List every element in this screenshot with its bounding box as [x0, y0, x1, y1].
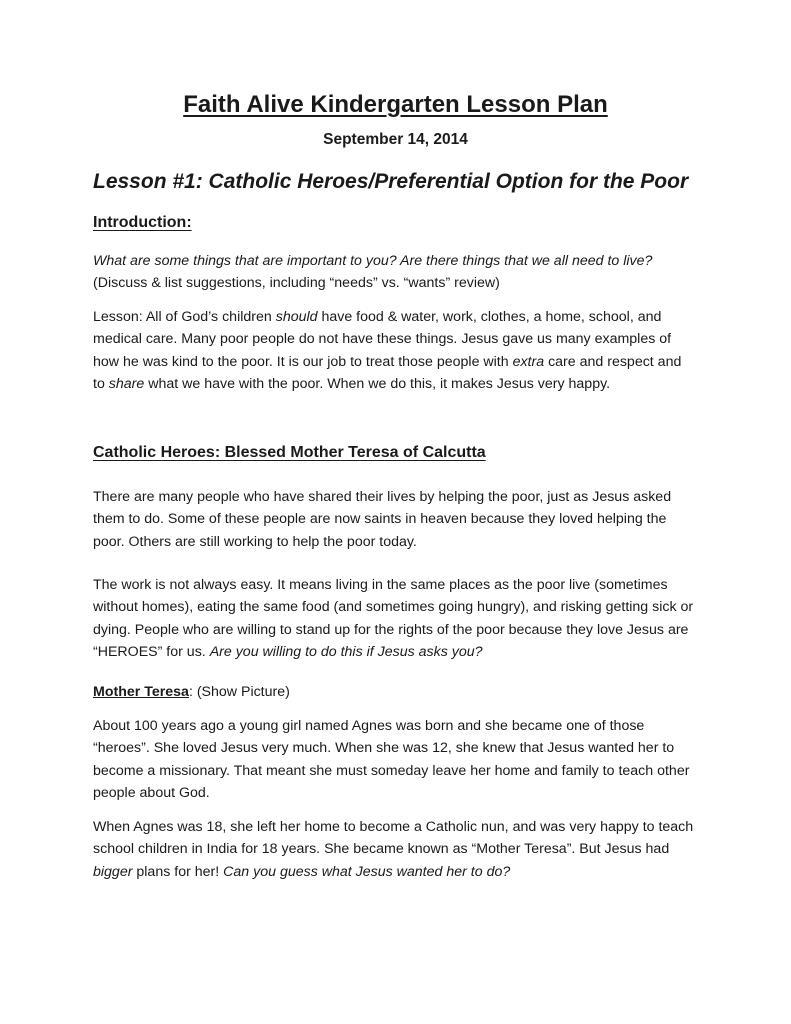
heroes-paragraph-3: [93, 715, 705, 805]
lesson-emphasis: extra: [512, 353, 545, 370]
heroes-p1-line-2: them to do. Some of these people are now saints in heaven because they loved helping the: [93, 511, 667, 528]
heroes-p4-line-2: school children in India for 18 years. She became known as “Mother Teresa”. But Jesus had: [93, 841, 670, 858]
mother-teresa-subheading: [93, 681, 705, 703]
lesson-text: Lesson: All of God’s children: [93, 309, 276, 325]
heroes-question: Can you guess what Jesus wanted her to do?: [223, 863, 511, 880]
heroes-p2-line-4: [93, 641, 705, 663]
lesson-line-1: [93, 306, 705, 328]
introduction-question-paragraph: [93, 250, 705, 295]
heroes-p2-line-2: without homes), eating the same food (and sometimes going hungry), and risking getting sick or: [93, 599, 694, 616]
lesson-line-2: medical care. Many poor people do not have these things. Jesus gave us many examples of: [93, 331, 672, 348]
heroes-p4-line-1: When Agnes was 18, she left her home to become a Catholic nun, and was very happy to teach: [93, 819, 694, 835]
lesson-line-4: [93, 373, 705, 395]
mother-teresa-label: Mother Teresa: [93, 684, 189, 700]
introduction-question: What are some things that are important to you? Are there things that we all need to live?: [93, 253, 653, 269]
introduction-discussion: (Discuss & list suggestions, including “needs” vs. “wants” review): [93, 275, 500, 292]
document-date: September 14, 2014: [323, 131, 468, 148]
heroes-emphasis: bigger: [93, 863, 133, 880]
heroes-paragraph-2: [93, 574, 705, 664]
lesson-paragraph: [93, 306, 705, 396]
lesson-emphasis: should: [275, 309, 318, 325]
lesson-text: to: [93, 376, 109, 393]
heroes-paragraph-4: [93, 816, 705, 883]
heroes-p3-line-3: become a missionary. That meant she must someday leave her home and family to teach other: [93, 762, 690, 779]
lesson-text: care and respect and: [544, 353, 682, 370]
heroes-text: “HEROES” for us.: [93, 644, 210, 661]
mother-teresa-note: : (Show Picture): [188, 684, 290, 700]
heroes-p3-line-2: “heroes”. She loved Jesus very much. When she was 12, she knew that Jesus wanted her to: [93, 740, 675, 757]
heroes-p4-line-3: [93, 861, 705, 883]
lesson-text: how he was kind to the poor. It is our job to treat those people with: [93, 353, 513, 370]
heroes-p2-line-3: dying. People who are willing to stand up for the rights of the poor because they love Jesus are: [93, 621, 689, 638]
heroes-p2-line-1: The work is not always easy. It means living in the same places as the poor live (sometimes: [93, 577, 668, 593]
heroes-p3-line-1: About 100 years ago a young girl named Agnes was born and she became one of those: [93, 718, 645, 734]
lesson-line-3: [93, 351, 705, 373]
lesson-emphasis: share: [108, 376, 145, 393]
heroes-question: Are you willing to do this if Jesus asks you?: [209, 644, 483, 661]
heroes-heading: Catholic Heroes: Blessed Mother Teresa of Calcutta: [93, 444, 486, 461]
lesson-text: what we have with the poor. When we do this, it makes Jesus very happy.: [144, 376, 611, 393]
introduction-heading: Introduction:: [93, 214, 192, 231]
lesson-text: have food & water, work, clothes, a home, school, and: [317, 309, 662, 325]
heroes-p1-line-1: There are many people who have shared their lives by helping the poor, just as Jesus asked: [93, 489, 672, 505]
heroes-paragraph-1: [93, 486, 705, 553]
lesson-heading: Lesson #1: Catholic Heroes/Preferential Option for the Poor: [93, 170, 689, 193]
mother-teresa-line: [93, 681, 705, 703]
heroes-text: plans for her!: [132, 863, 224, 880]
document-title: Faith Alive Kindergarten Lesson Plan: [183, 91, 608, 118]
heroes-p3-line-4: people about God.: [93, 785, 210, 802]
heroes-p1-line-3: poor. Others are still working to help the poor today.: [93, 533, 417, 550]
